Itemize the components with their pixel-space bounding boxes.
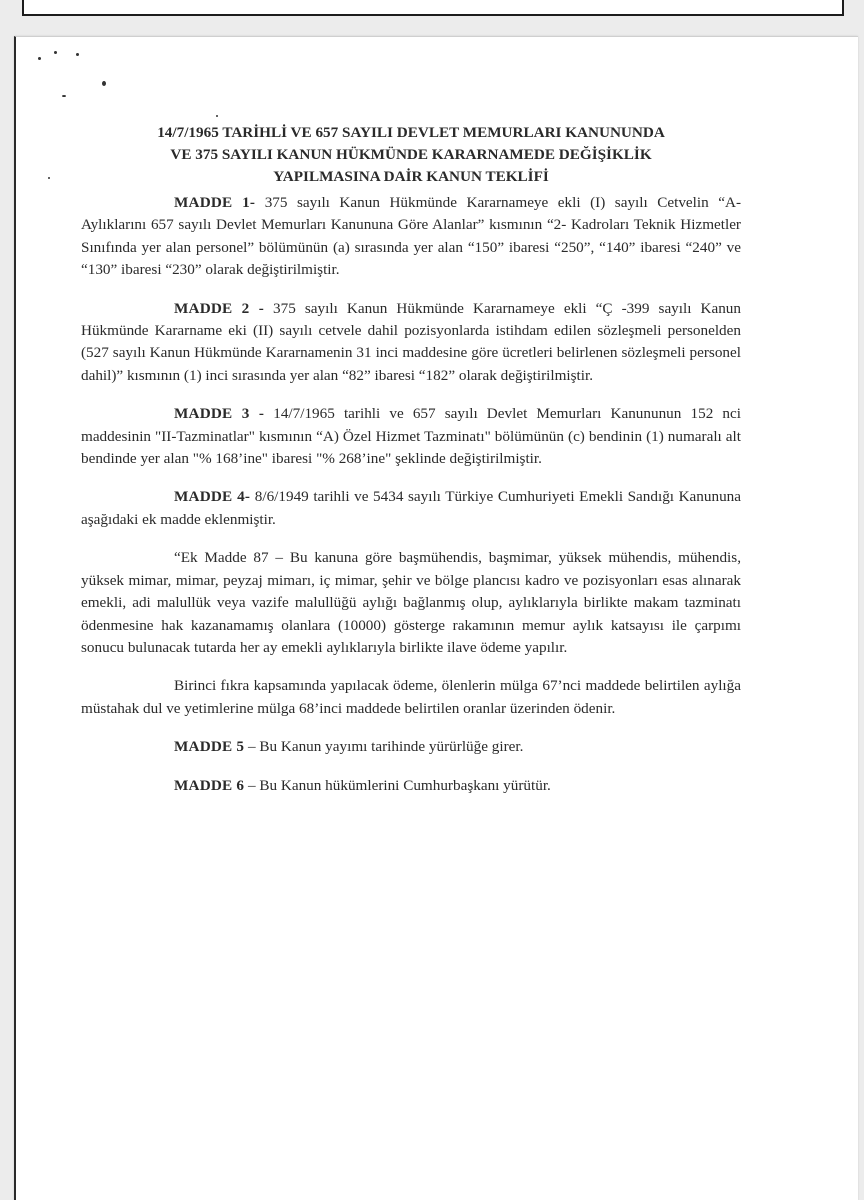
article-1-label: MADDE 1- (174, 194, 256, 211)
scan-speck (54, 51, 57, 54)
article-3 (81, 403, 741, 470)
article-2-label: MADDE 2 - (174, 299, 264, 317)
article-6 (81, 775, 741, 797)
article-3-text: 14/7/1965 tarihli ve 657 sayılı Devlet Memurları Kanununun 152 nci maddesinin "II-Tazminatlar" kısmının “A) Özel Hizmet Tazminatı" bölümünün (c) bendinin (1) numaralı alt bendinde yer alan "% 168’ine" ibaresi "% 268’ine" şeklinde değiştirilmiştir. (81, 405, 741, 468)
article-4-label: MADDE 4- (174, 488, 251, 506)
article-5-label: MADDE 5 (174, 738, 245, 756)
title-line-2: VE 375 SAYILI KANUN HÜKMÜNDE KARARNAMEDE DEĞİŞİKLİK (170, 146, 652, 163)
scan-speck (62, 95, 66, 97)
article-6-text: – Bu Kanun hükümlerini Cumhurbaşkanı yürütür. (244, 776, 551, 794)
article-2-text: 375 sayılı Kanun Hükmünde Kararnameye ekli “Ç -399 sayılı Kanun Hükmünde Kararname eki (II) sayılı cetvele dahil pozisyonlarda istihdam edilen sözleşmeli personelden (527 sayılı Kanun Hükmünde Kararnamenin 31 inci maddesine göre ücretleri belirlenen sözleşmeli personel dahil)” kısmının (1) inci sırasında yer alan “82” ibaresi “182” olarak değiştirilmiştir. (81, 299, 741, 384)
ek-madde-87-paragraph-2: Birinci fıkra kapsamında yapılacak ödeme, ölenlerin mülga 67’nci maddede belirtilen aylığa müstahak dul ve yetimlerine mülga 68’inci maddede belirtilen oranlar üzerinden ödenir. (81, 677, 741, 717)
article-3-label: MADDE 3 - (174, 405, 265, 423)
article-1 (81, 192, 741, 282)
document-body (81, 122, 741, 813)
title-line-3: YAPILMASINA DAİR KANUN TEKLİFİ (273, 168, 549, 185)
article-4-text: 8/6/1949 tarihli ve 5434 sayılı Türkiye Cumhuriyeti Emekli Sandığı Kanununa aşağıdaki ek madde eklenmiştir. (81, 488, 741, 528)
scan-speck (102, 81, 106, 86)
article-2 (81, 298, 741, 388)
article-4 (81, 486, 741, 531)
ek-madde-87-paragraph-1: “Ek Madde 87 – Bu kanuna göre başmühendis, başmimar, yüksek mühendis, mühendis, yüksek mimar, mimar, peyzaj mimarı, iç mimar, şehir ve bölge plancısı kadro ve pozisyonları esas alınarak emekli, adi malullük veya vazife malullüğü aylığı bağlanmış olup, aylıklarıyla birlikte makam tazminatı ödenmesine hak kazanamamış olanlara (10000) gösterge rakamının memur aylık katsayısı ile çarpımı sonucu bulunacak tutarda her ay emekli aylıklarıyla birlikte ilave ödeme yapılır. (81, 549, 741, 656)
document-page (14, 36, 858, 1200)
title-line-1: 14/7/1965 TARİHLİ VE 657 SAYILI DEVLET MEMURLARI KANUNUNDA (157, 124, 665, 141)
article-6-label: MADDE 6 (174, 776, 245, 794)
scan-speck (38, 57, 41, 60)
article-1-text: 375 sayılı Kanun Hükmünde Kararnameye ekli (I) sayılı Cetvelin “A-Aylıklarını 657 sayılı Devlet Memurları Kanununa Göre Alanlar” kısmının “2- Kadroları Teknik Hizmetler Sınıfında yer alan personel” bölümünün (a) sırasında yer alan “150” ibaresi “250”, “140” ibaresi “240” ve “130” ibaresi “230” olarak değiştirilmiştir. (81, 194, 741, 279)
article-5 (81, 736, 741, 758)
scan-speck (216, 115, 218, 117)
scan-speck (48, 177, 50, 179)
scan-speck (76, 53, 79, 56)
document-title (81, 122, 741, 188)
article-5-text: – Bu Kanun yayımı tarihinde yürürlüğe girer. (244, 738, 524, 756)
previous-page-edge (22, 0, 844, 16)
